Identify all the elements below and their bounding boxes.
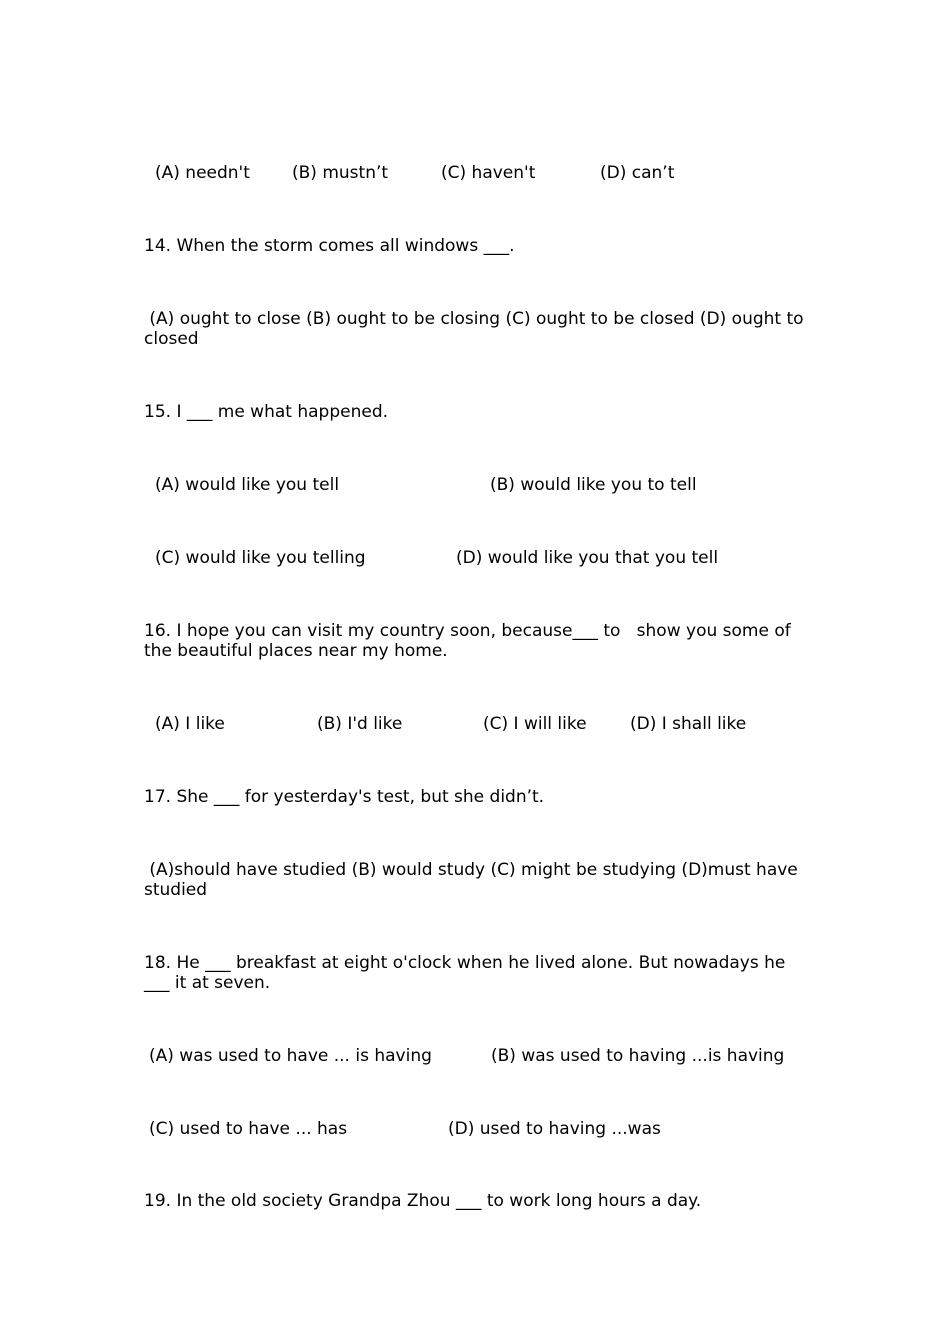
q13-option-c: (C) haven't <box>441 163 536 183</box>
q15-option-a: (A) would like you tell <box>155 475 340 495</box>
q18-option-d: (D) used to having ...was <box>448 1119 661 1139</box>
q18-question: 18. He ___ breakfast at eight o'clock when he lived alone. But nowadays he ___ it at seven. <box>144 953 791 993</box>
q13-option-a: (A) needn't <box>155 163 250 183</box>
q17-question: 17. She ___ for yesterday's test, but she didn’t. <box>144 787 545 807</box>
q15-option-c: (C) would like you telling <box>155 548 366 568</box>
q16-option-a: (A) I like <box>155 714 225 734</box>
q14-options: (A) ought to close (B) ought to be closing (C) ought to be closed (D) ought to closed <box>144 309 809 349</box>
q13-option-b: (B) mustn’t <box>292 163 389 183</box>
q18-option-b: (B) was used to having ...is having <box>491 1046 785 1066</box>
q16-option-c: (C) I will like <box>483 714 587 734</box>
q16-option-b: (B) I'd like <box>317 714 403 734</box>
q18-option-a: (A) was used to have ... is having <box>149 1046 432 1066</box>
q16-option-d: (D) I shall like <box>630 714 747 734</box>
q16-question: 16. I hope you can visit my country soon, because___ to show you some of the beautiful places near my home. <box>144 621 797 661</box>
q19-question: 19. In the old society Grandpa Zhou ___ to work long hours a day. <box>144 1191 702 1211</box>
q17-options: (A)should have studied (B) would study (C) might be studying (D)must have studied <box>144 860 804 900</box>
q15-option-b: (B) would like you to tell <box>490 475 697 495</box>
q18-option-c: (C) used to have ... has <box>149 1119 348 1139</box>
q15-question: 15. I ___ me what happened. <box>144 402 389 422</box>
q13-option-d: (D) can’t <box>600 163 675 183</box>
q14-question: 14. When the storm comes all windows ___. <box>144 236 515 256</box>
q15-option-d: (D) would like you that you tell <box>456 548 719 568</box>
